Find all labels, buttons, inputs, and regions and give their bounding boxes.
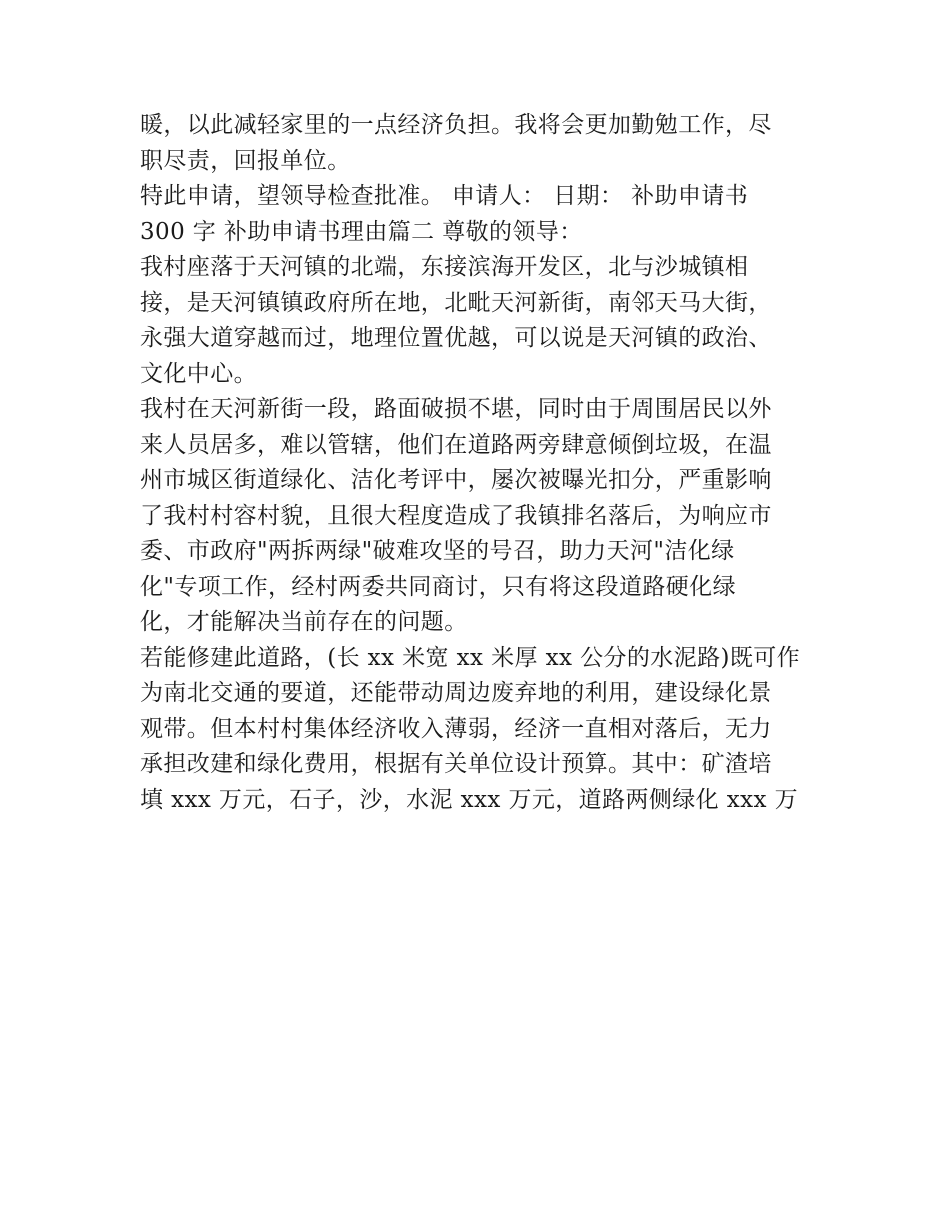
text-line: 州市城区街道绿化、洁化考评中，屡次被曝光扣分，严重影响 xyxy=(140,467,772,493)
text-line: 若能修建此道路，(长 xx 米宽 xx 米厚 xx 公分的水泥路)既可作 xyxy=(140,644,801,671)
text-line: 来人员居多，难以管辖，他们在道路两旁肆意倾倒垃圾，在温 xyxy=(140,431,772,458)
text-line: 职尽责，回报单位。 xyxy=(140,147,351,174)
text-line: 特此申请，望领导检查批准。 申请人： 日期： 补助申请书 xyxy=(140,183,749,209)
text-line: 文化中心。 xyxy=(140,360,257,387)
text-line: 接，是天河镇镇政府所在地，北毗天河新街，南邻天马大街， xyxy=(140,289,772,316)
text-line: 我村座落于天河镇的北端，东接滨海开发区，北与沙城镇相 xyxy=(140,254,749,280)
text-line: 为南北交通的要道，还能带动周边废弃地的利用，建设绿化景 xyxy=(140,680,772,706)
text-line: 永强大道穿越而过，地理位置优越，可以说是天河镇的政治、 xyxy=(140,325,772,351)
text-line: 暖，以此减轻家里的一点经济负担。我将会更加勤勉工作，尽 xyxy=(140,112,772,138)
text-line: 承担改建和绿化费用，根据有关单位设计预算。其中：矿渣培 xyxy=(140,751,772,777)
text-line: 化"专项工作，经村两委共同商讨，只有将这段道路硬化绿 xyxy=(140,573,736,600)
text-line: 观带。但本村村集体经济收入薄弱，经济一直相对落后，无力 xyxy=(140,715,772,742)
text-line: 委、市政府"两拆两绿"破难攻坚的号召，助力天河"洁化绿 xyxy=(140,538,735,564)
text-line: 了我村村容村貌，且很大程度造成了我镇排名落后，为响应市 xyxy=(140,502,772,529)
text-line: 化，才能解决当前存在的问题。 xyxy=(140,609,468,635)
text-line: 填 xxx 万元，石子，沙，水泥 xxx 万元，道路两侧绿化 xxx 万 xyxy=(140,786,799,813)
text-line: 300 字 补助申请书理由篇二 尊敬的领导： xyxy=(140,218,583,245)
document-body xyxy=(140,108,820,818)
text-line: 我村在天河新街一段，路面破损不堪，同时由于周围居民以外 xyxy=(140,396,772,422)
